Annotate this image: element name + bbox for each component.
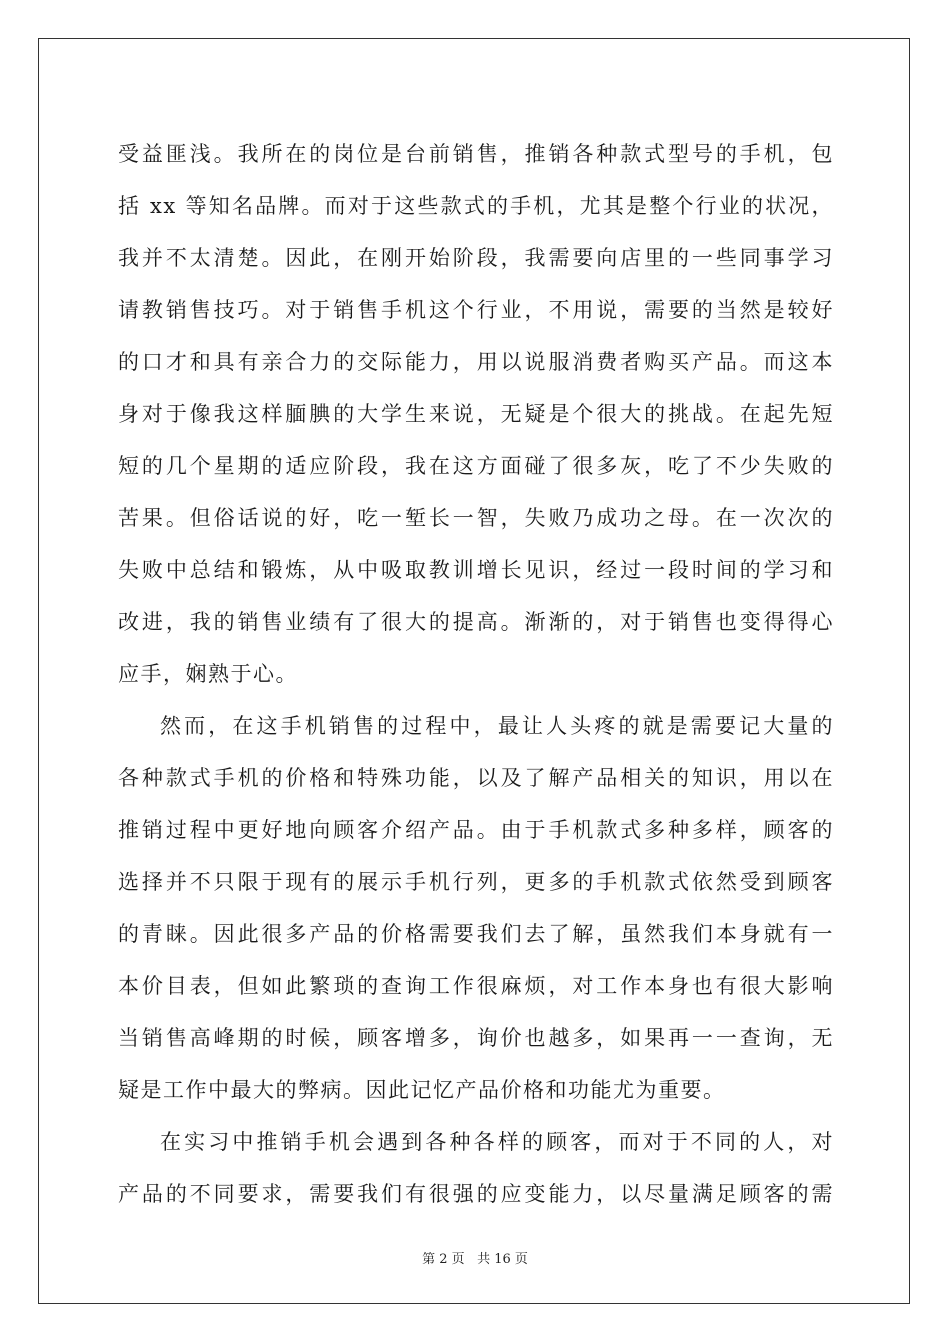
page-footer [0, 1248, 950, 1267]
text-line: 短的几个星期的适应阶段，我在这方面碰了很多灰，吃了不少失败的 [118, 454, 834, 478]
text-line: 失败中总结和锻炼，从中吸取教训增长见识，经过一段时间的学习和 [118, 558, 834, 582]
text-line: 疑是工作中最大的弊病。因此记忆产品价格和功能尤为重要。 [118, 1078, 726, 1102]
text-line: 推销过程中更好地向顾客介绍产品。由于手机款式多种多样，顾客的 [118, 818, 834, 842]
text-line: 我并不太清楚。因此，在刚开始阶段，我需要向店里的一些同事学习 [118, 246, 834, 270]
text-line: 当销售高峰期的时候，顾客增多，询价也越多，如果再一一查询，无 [118, 1026, 834, 1050]
text-line: 然而，在这手机销售的过程中，最让人头疼的就是需要记大量的 [160, 714, 834, 738]
text-line: 的青睐。因此很多产品的价格需要我们去了解，虽然我们本身就有一 [118, 922, 834, 946]
text-line: 身对于像我这样腼腆的大学生来说，无疑是个很大的挑战。在起先短 [118, 402, 834, 426]
text-line: 受益匪浅。我所在的岗位是台前销售，推销各种款式型号的手机，包 [118, 142, 834, 166]
text-line: 的口才和具有亲合力的交际能力，用以说服消费者购买产品。而这本 [118, 350, 834, 374]
text-line: 各种款式手机的价格和特殊功能，以及了解产品相关的知识，用以在 [118, 766, 834, 790]
text-line: 产品的不同要求，需要我们有很强的应变能力，以尽量满足顾客的需 [118, 1182, 834, 1206]
text-line: 请教销售技巧。对于销售手机这个行业，不用说，需要的当然是较好 [118, 298, 834, 322]
page-total: 共 16 页 [477, 1252, 528, 1267]
paragraph [118, 1116, 834, 1220]
paragraph [118, 700, 834, 1116]
text-line: 选择并不只限于现有的展示手机行列，更多的手机款式依然受到顾客 [118, 870, 834, 894]
text-line: 苦果。但俗话说的好，吃一堑长一智，失败乃成功之母。在一次次的 [118, 506, 834, 530]
document-body [118, 128, 834, 1220]
text-line: 应手，娴熟于心。 [118, 662, 298, 686]
text-line: 在实习中推销手机会遇到各种各样的顾客，而对于不同的人，对 [160, 1130, 834, 1154]
text-line: 改进，我的销售业绩有了很大的提高。渐渐的，对于销售也变得得心 [118, 610, 834, 634]
text-line: 本价目表，但如此繁琐的查询工作很麻烦，对工作本身也有很大影响 [118, 974, 834, 998]
page-number: 第 2 页 [422, 1252, 465, 1267]
text-line: 括 xx 等知名品牌。而对于这些款式的手机，尤其是整个行业的状况， [118, 194, 834, 218]
paragraph [118, 128, 834, 700]
